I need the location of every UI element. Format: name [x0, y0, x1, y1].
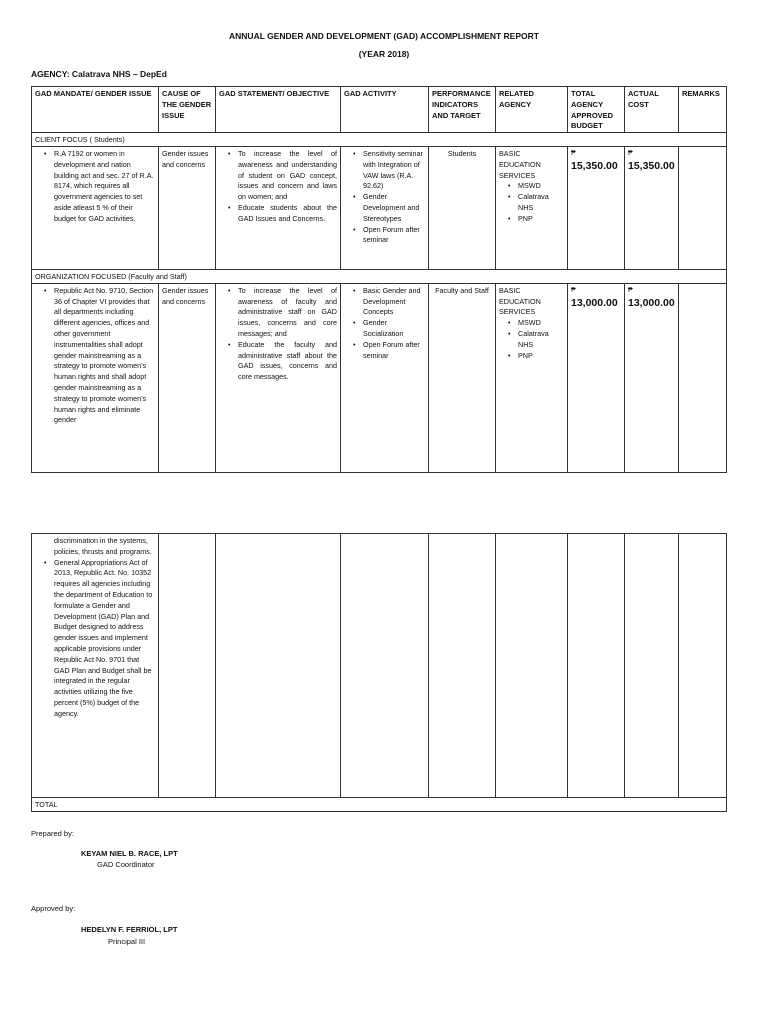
section-label: CLIENT FOCUS ( Students): [32, 133, 727, 147]
total-row: [32, 798, 727, 812]
column-header: GAD ACTIVITY: [341, 87, 429, 133]
approved-by-label: Approved by:: [31, 904, 76, 913]
objective-item: • To increase the level of awareness of faculty and administrative staff on GAD issues, concerns and core messages; and: [238, 286, 337, 340]
mandate-cell: [32, 283, 159, 472]
related-agency-cell: [496, 146, 568, 269]
cause-cell: Gender issues and concerns: [159, 283, 216, 472]
related-item: • PNP: [518, 214, 564, 225]
column-header: TOTAL AGENCY APPROVED BUDGET: [568, 87, 625, 133]
prepared-by-title: GAD Coordinator: [97, 860, 155, 869]
activity-item: • Open Forum after seminar: [363, 225, 425, 247]
mandate-cell: [32, 146, 159, 269]
column-header: PERFORMANCE INDICATORS AND TARGET: [429, 87, 496, 133]
related-heading: BASIC EDUCATION SERVICES: [499, 285, 541, 317]
activity-cell: [341, 146, 429, 269]
table-header-row: [32, 87, 727, 133]
actual-cost-amount: 15,350.00: [628, 159, 675, 172]
related-item: • PNP: [518, 351, 564, 362]
column-header: REMARKS: [679, 87, 727, 133]
activity-item: • Basic Gender and Development Concepts: [363, 286, 425, 318]
column-header: ACTUAL COST: [625, 87, 679, 133]
objective-item: • To increase the level of awareness and understanding of student on GAD concept, issues and concern and laws on women; and: [238, 149, 337, 203]
related-heading: BASIC EDUCATION SERVICES: [499, 148, 541, 180]
budget-cell: [568, 283, 625, 472]
activity-item: • Sensitivity seminar with Integration of VAW laws (R.A. 92.62): [363, 149, 425, 192]
related-item: • Calatrava NHS: [518, 192, 564, 214]
prepared-by-name: KEYAM NIEL B. RACE, LPT: [81, 849, 178, 858]
activity-item: • Open Forum after seminar: [363, 340, 425, 362]
table-row: [32, 146, 727, 269]
column-header: GAD MANDATE/ GENDER ISSUE: [32, 87, 159, 133]
column-header: CAUSE OF THE GENDER ISSUE: [159, 87, 216, 133]
objective-cell: [216, 283, 341, 472]
budget-cell: [568, 146, 625, 269]
gad-continuation-table: [31, 533, 727, 812]
table-row: [32, 534, 727, 798]
mandate-item: • Republic Act No. 9710, Section 36 of Chapter VI provides that all departments including different agencies, offices and other government instrumentalities shall adopt gender mainstreaming as a strategy to promote women’s human rights and shall adopt gender mainstreaming as a strategy to promote women’s human rights and eliminate gender: [54, 286, 155, 426]
report-title: ANNUAL GENDER AND DEVELOPMENT (GAD) ACCOMPLISHMENT REPORT: [229, 31, 539, 41]
agency-label: AGENCY: Calatrava NHS – DepEd: [31, 69, 167, 79]
cause-cell: Gender issues and concerns: [159, 146, 216, 269]
total-label: TOTAL: [32, 798, 727, 812]
empty-cell: [568, 534, 625, 798]
table-row: [32, 283, 727, 472]
peso-sign: ₱: [571, 149, 576, 157]
mandate-item: • R.A 7192 or women in development and nation building act and sec. 27 of R.A. 8174, which requires all government agencies to set aside atleast 5 % of their budget for GAD activities.: [54, 149, 155, 225]
section-label: ORGANIZATION FOCUSED (Faculty and Staff): [32, 269, 727, 283]
objective-cell: [216, 146, 341, 269]
empty-cell: [216, 534, 341, 798]
budget-amount: 15,350.00: [571, 159, 618, 172]
mandate-item: • General Appropriations Act of 2013, Republic Act. No. 10352 requires all agencies including the department of Education to formulate a Gender and Development (GAD) Plan and Budget designed to address gender issues and implement applicable provisions under Republic Act No. 9701 that GAD Plan and Budget shall be integrated in the regular activities utilizing the five percent (5%) budget of the agency.: [54, 558, 155, 720]
related-agency-cell: [496, 283, 568, 472]
related-item: • MSWD: [518, 318, 564, 329]
activity-item: • Gender Development and Stereotypes: [363, 192, 425, 224]
peso-sign: ₱: [628, 286, 633, 294]
column-header: RELATED AGENCY: [496, 87, 568, 133]
section-row-organization-focused: [32, 269, 727, 283]
report-year: (YEAR 2018): [358, 49, 410, 59]
activity-cell: [341, 283, 429, 472]
approved-by-title: Principal III: [108, 937, 146, 946]
empty-cell: [159, 534, 216, 798]
peso-sign: ₱: [571, 286, 576, 294]
actual-cost-amount: 13,000.00: [628, 296, 675, 309]
empty-cell: [429, 534, 496, 798]
performance-cell: Students: [429, 146, 496, 269]
performance-cell: Faculty and Staff: [429, 283, 496, 472]
approved-by-name: HEDELYN F. FERRIOL, LPT: [81, 925, 178, 934]
actual-cost-cell: [625, 283, 679, 472]
empty-cell: [679, 534, 727, 798]
remarks-cell: [679, 283, 727, 472]
empty-cell: [625, 534, 679, 798]
section-row-client-focus: [32, 133, 727, 147]
budget-amount: 13,000.00: [571, 296, 618, 309]
objective-item: • Educate the faculty and administrative staff about the GAD issues, concerns and core messages.: [238, 340, 337, 383]
prepared-by-label: Prepared by:: [31, 829, 74, 838]
objective-item: • Educate students about the GAD Issues and Concerns.: [238, 203, 337, 225]
mandate-cell: [32, 534, 159, 798]
related-item: • MSWD: [518, 181, 564, 192]
peso-sign: ₱: [628, 149, 633, 157]
related-item: • Calatrava NHS: [518, 329, 564, 351]
remarks-cell: [679, 146, 727, 269]
mandate-continuation-text: discrimination in the systems, policies, thrusts and programs.: [54, 536, 152, 556]
gad-accomplishment-table: [31, 86, 727, 473]
empty-cell: [341, 534, 429, 798]
actual-cost-cell: [625, 146, 679, 269]
column-header: GAD STATEMENT/ OBJECTIVE: [216, 87, 341, 133]
activity-item: • Gender Socialization: [363, 318, 425, 340]
empty-cell: [496, 534, 568, 798]
